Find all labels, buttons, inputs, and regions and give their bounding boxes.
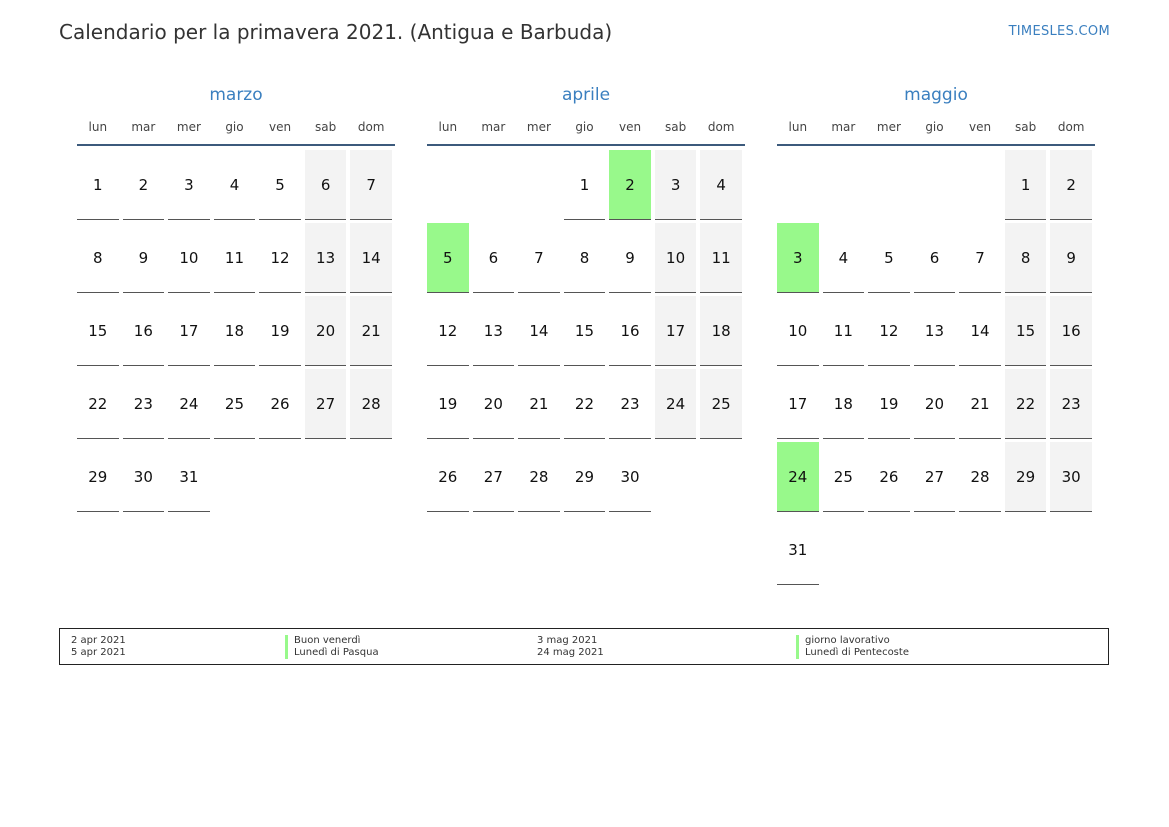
day-cell: 13 bbox=[305, 223, 347, 293]
weekday-header bbox=[427, 110, 745, 146]
day-cell: 16 bbox=[1050, 296, 1092, 366]
empty-cell bbox=[959, 150, 1001, 220]
day-cell: 4 bbox=[700, 150, 742, 220]
day-cell: 25 bbox=[700, 369, 742, 439]
day-cell: 8 bbox=[77, 223, 119, 293]
day-cell: 19 bbox=[868, 369, 910, 439]
empty-cell bbox=[823, 150, 865, 220]
site-link[interactable]: TIMESLES.COM bbox=[1008, 24, 1110, 39]
day-cell: 27 bbox=[473, 442, 515, 512]
weekday-label: sab bbox=[664, 120, 687, 134]
day-cell: 27 bbox=[914, 442, 956, 512]
empty-cell bbox=[914, 150, 956, 220]
empty-cell bbox=[777, 150, 819, 220]
day-cell: 8 bbox=[564, 223, 606, 293]
holiday-day-cell: 24 bbox=[777, 442, 819, 512]
weekday-label: ven bbox=[618, 120, 642, 134]
legend-date: 3 mag 2021 bbox=[537, 635, 598, 646]
day-cell: 31 bbox=[168, 442, 210, 512]
day-cell: 9 bbox=[1050, 223, 1092, 293]
legend-holiday-name: Lunedì di Pasqua bbox=[285, 647, 379, 659]
weekday-label: mar bbox=[481, 120, 506, 134]
day-cell: 15 bbox=[1005, 296, 1047, 366]
day-cell: 23 bbox=[123, 369, 165, 439]
day-cell: 1 bbox=[77, 150, 119, 220]
legend-date: 24 mag 2021 bbox=[537, 647, 604, 658]
day-cell: 5 bbox=[259, 150, 301, 220]
day-cell: 1 bbox=[1005, 150, 1047, 220]
empty-cell bbox=[518, 150, 560, 220]
weekday-label: lun bbox=[88, 120, 108, 134]
month-march bbox=[77, 84, 395, 515]
day-cell: 21 bbox=[959, 369, 1001, 439]
weekday-label: lun bbox=[788, 120, 808, 134]
day-cell: 14 bbox=[350, 223, 392, 293]
day-cell: 13 bbox=[473, 296, 515, 366]
day-cell: 29 bbox=[1005, 442, 1047, 512]
weekday-label: dom bbox=[1057, 120, 1085, 134]
weekday-label: gio bbox=[925, 120, 944, 134]
day-cell: 4 bbox=[214, 150, 256, 220]
day-cell: 29 bbox=[564, 442, 606, 512]
day-cell: 28 bbox=[518, 442, 560, 512]
day-cell: 1 bbox=[564, 150, 606, 220]
weekday-label: mar bbox=[131, 120, 156, 134]
weekday-label: gio bbox=[225, 120, 244, 134]
day-cell: 8 bbox=[1005, 223, 1047, 293]
day-cell: 15 bbox=[77, 296, 119, 366]
day-grid bbox=[427, 150, 745, 515]
day-cell: 14 bbox=[518, 296, 560, 366]
day-cell: 16 bbox=[123, 296, 165, 366]
weekday-label: gio bbox=[575, 120, 594, 134]
day-cell: 4 bbox=[823, 223, 865, 293]
day-cell: 11 bbox=[700, 223, 742, 293]
day-cell: 10 bbox=[168, 223, 210, 293]
day-cell: 7 bbox=[959, 223, 1001, 293]
weekday-header bbox=[777, 110, 1095, 146]
legend-names-may bbox=[796, 635, 909, 659]
page-title: Calendario per la primavera 2021. (Antigua e Barbuda) bbox=[59, 20, 613, 44]
day-cell: 3 bbox=[655, 150, 697, 220]
day-cell: 30 bbox=[1050, 442, 1092, 512]
weekday-label: ven bbox=[968, 120, 992, 134]
day-cell: 11 bbox=[214, 223, 256, 293]
day-cell: 17 bbox=[777, 369, 819, 439]
day-cell: 17 bbox=[655, 296, 697, 366]
weekday-label: sab bbox=[1014, 120, 1037, 134]
holiday-legend bbox=[59, 628, 1109, 665]
day-cell: 28 bbox=[350, 369, 392, 439]
month-april bbox=[427, 84, 745, 515]
day-cell: 7 bbox=[350, 150, 392, 220]
day-cell: 27 bbox=[305, 369, 347, 439]
day-cell: 6 bbox=[914, 223, 956, 293]
day-cell: 12 bbox=[427, 296, 469, 366]
day-cell: 7 bbox=[518, 223, 560, 293]
legend-date: 2 apr 2021 bbox=[71, 635, 126, 646]
holiday-day-cell: 2 bbox=[609, 150, 651, 220]
legend-date: 5 apr 2021 bbox=[71, 647, 126, 658]
day-cell: 26 bbox=[868, 442, 910, 512]
day-cell: 20 bbox=[305, 296, 347, 366]
day-cell: 21 bbox=[350, 296, 392, 366]
day-cell: 26 bbox=[427, 442, 469, 512]
empty-cell bbox=[868, 150, 910, 220]
legend-holiday-name: Lunedì di Pentecoste bbox=[796, 647, 909, 659]
day-cell: 6 bbox=[473, 223, 515, 293]
legend-holiday-name: Buon venerdì bbox=[285, 635, 379, 647]
day-cell: 19 bbox=[259, 296, 301, 366]
day-cell: 21 bbox=[518, 369, 560, 439]
legend-dates-may bbox=[537, 635, 604, 659]
day-cell: 22 bbox=[77, 369, 119, 439]
day-cell: 30 bbox=[609, 442, 651, 512]
legend-holiday-name: giorno lavorativo bbox=[796, 635, 909, 647]
holiday-day-cell: 3 bbox=[777, 223, 819, 293]
day-cell: 12 bbox=[868, 296, 910, 366]
weekday-label: mer bbox=[526, 120, 551, 134]
day-cell: 29 bbox=[77, 442, 119, 512]
weekday-label: sab bbox=[314, 120, 337, 134]
holiday-day-cell: 5 bbox=[427, 223, 469, 293]
weekday-header bbox=[77, 110, 395, 146]
day-cell: 25 bbox=[214, 369, 256, 439]
day-cell: 22 bbox=[1005, 369, 1047, 439]
day-grid bbox=[77, 150, 395, 515]
day-cell: 2 bbox=[123, 150, 165, 220]
month-name: marzo bbox=[209, 85, 263, 105]
day-cell: 9 bbox=[123, 223, 165, 293]
day-cell: 10 bbox=[777, 296, 819, 366]
day-cell: 22 bbox=[564, 369, 606, 439]
day-cell: 31 bbox=[777, 515, 819, 585]
day-cell: 24 bbox=[168, 369, 210, 439]
months-container bbox=[0, 84, 1169, 604]
day-cell: 23 bbox=[1050, 369, 1092, 439]
day-cell: 18 bbox=[700, 296, 742, 366]
day-cell: 18 bbox=[214, 296, 256, 366]
weekday-label: ven bbox=[268, 120, 292, 134]
day-cell: 13 bbox=[914, 296, 956, 366]
weekday-label: lun bbox=[438, 120, 458, 134]
weekday-label: dom bbox=[357, 120, 385, 134]
empty-cell bbox=[427, 150, 469, 220]
day-cell: 19 bbox=[427, 369, 469, 439]
weekday-label: mer bbox=[176, 120, 201, 134]
day-cell: 5 bbox=[868, 223, 910, 293]
day-cell: 26 bbox=[259, 369, 301, 439]
empty-cell bbox=[473, 150, 515, 220]
day-cell: 10 bbox=[655, 223, 697, 293]
weekday-label: dom bbox=[707, 120, 735, 134]
day-cell: 28 bbox=[959, 442, 1001, 512]
day-cell: 2 bbox=[1050, 150, 1092, 220]
day-cell: 9 bbox=[609, 223, 651, 293]
day-cell: 16 bbox=[609, 296, 651, 366]
day-cell: 23 bbox=[609, 369, 651, 439]
day-cell: 20 bbox=[473, 369, 515, 439]
month-name: aprile bbox=[561, 85, 611, 105]
day-cell: 3 bbox=[168, 150, 210, 220]
legend-dates-april bbox=[71, 635, 126, 659]
month-name: maggio bbox=[904, 85, 968, 105]
day-cell: 14 bbox=[959, 296, 1001, 366]
day-cell: 12 bbox=[259, 223, 301, 293]
day-cell: 30 bbox=[123, 442, 165, 512]
legend-names-april bbox=[285, 635, 379, 659]
weekday-label: mar bbox=[831, 120, 856, 134]
day-cell: 17 bbox=[168, 296, 210, 366]
month-may bbox=[777, 84, 1095, 588]
day-cell: 24 bbox=[655, 369, 697, 439]
day-cell: 11 bbox=[823, 296, 865, 366]
day-cell: 25 bbox=[823, 442, 865, 512]
day-grid bbox=[777, 150, 1095, 588]
day-cell: 20 bbox=[914, 369, 956, 439]
day-cell: 18 bbox=[823, 369, 865, 439]
day-cell: 6 bbox=[305, 150, 347, 220]
day-cell: 15 bbox=[564, 296, 606, 366]
weekday-label: mer bbox=[876, 120, 901, 134]
